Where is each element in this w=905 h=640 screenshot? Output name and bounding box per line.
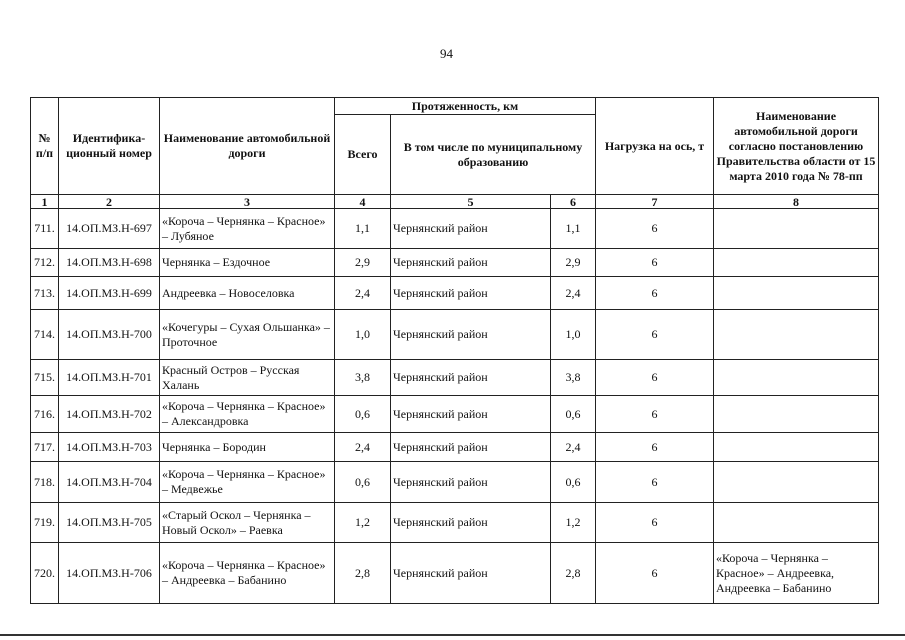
row-total: 0,6 bbox=[335, 462, 391, 503]
row-decree-name bbox=[714, 396, 879, 433]
header-col-axle-load: Нагрузка на ось, т bbox=[596, 98, 714, 195]
row-id: 14.ОП.МЗ.Н-699 bbox=[59, 277, 160, 310]
row-axle-load: 6 bbox=[596, 543, 714, 604]
row-length: 2,4 bbox=[551, 277, 596, 310]
row-number: 719. bbox=[31, 503, 59, 543]
row-axle-load: 6 bbox=[596, 249, 714, 277]
column-number: 6 bbox=[551, 195, 596, 209]
row-district: Чернянский район bbox=[391, 543, 551, 604]
row-total: 2,4 bbox=[335, 277, 391, 310]
column-number: 8 bbox=[714, 195, 879, 209]
row-district: Чернянский район bbox=[391, 433, 551, 462]
row-district: Чернянский район bbox=[391, 462, 551, 503]
header-col-decree-name: Наименование автомобильной дороги согласно постановлению Правительства области от 15 марта 2010 года № 78-пп bbox=[714, 98, 879, 195]
table-row bbox=[31, 277, 879, 310]
row-decree-name bbox=[714, 462, 879, 503]
row-road-name: «Старый Оскол – Чернянка – Новый Оскол» – Раевка bbox=[160, 503, 335, 543]
page-bottom-rule bbox=[0, 634, 905, 636]
row-total: 2,8 bbox=[335, 543, 391, 604]
row-road-name: «Короча – Чернянка – Красное» – Медвежье bbox=[160, 462, 335, 503]
row-number: 718. bbox=[31, 462, 59, 503]
row-axle-load: 6 bbox=[596, 277, 714, 310]
row-length: 1,2 bbox=[551, 503, 596, 543]
column-number: 7 bbox=[596, 195, 714, 209]
table-row bbox=[31, 396, 879, 433]
row-decree-name bbox=[714, 249, 879, 277]
column-numbers-row bbox=[31, 195, 879, 209]
row-axle-load: 6 bbox=[596, 503, 714, 543]
row-decree-name bbox=[714, 209, 879, 249]
row-id: 14.ОП.МЗ.Н-702 bbox=[59, 396, 160, 433]
row-district: Чернянский район bbox=[391, 396, 551, 433]
header-col-number: № п/п bbox=[31, 98, 59, 195]
header-col-road-name: Наименование автомобильной дороги bbox=[160, 98, 335, 195]
row-district: Чернянский район bbox=[391, 503, 551, 543]
row-district: Чернянский район bbox=[391, 360, 551, 396]
row-road-name: Чернянка – Ездочное bbox=[160, 249, 335, 277]
row-axle-load: 6 bbox=[596, 360, 714, 396]
row-total: 2,4 bbox=[335, 433, 391, 462]
row-road-name: «Короча – Чернянка – Красное» – Лубяное bbox=[160, 209, 335, 249]
column-number: 5 bbox=[391, 195, 551, 209]
row-id: 14.ОП.МЗ.Н-701 bbox=[59, 360, 160, 396]
row-number: 712. bbox=[31, 249, 59, 277]
header-col-total: Всего bbox=[335, 115, 391, 195]
row-id: 14.ОП.МЗ.Н-706 bbox=[59, 543, 160, 604]
table-row bbox=[31, 249, 879, 277]
row-road-name: Андреевка – Новоселовка bbox=[160, 277, 335, 310]
row-total: 1,1 bbox=[335, 209, 391, 249]
row-road-name: «Короча – Чернянка – Красное» – Андреевка – Бабанино bbox=[160, 543, 335, 604]
row-id: 14.ОП.МЗ.Н-703 bbox=[59, 433, 160, 462]
row-district: Чернянский район bbox=[391, 249, 551, 277]
row-axle-load: 6 bbox=[596, 433, 714, 462]
header-col-id: Идентифика-ционный номер bbox=[59, 98, 160, 195]
row-length: 2,9 bbox=[551, 249, 596, 277]
row-district: Чернянский район bbox=[391, 310, 551, 360]
header-col-length: Протяженность, км bbox=[335, 98, 596, 115]
column-number: 1 bbox=[31, 195, 59, 209]
row-id: 14.ОП.МЗ.Н-704 bbox=[59, 462, 160, 503]
row-axle-load: 6 bbox=[596, 310, 714, 360]
row-decree-name bbox=[714, 433, 879, 462]
table-row bbox=[31, 360, 879, 396]
row-number: 715. bbox=[31, 360, 59, 396]
table-row bbox=[31, 209, 879, 249]
row-length: 1,0 bbox=[551, 310, 596, 360]
row-road-name: Чернянка – Бородин bbox=[160, 433, 335, 462]
row-decree-name bbox=[714, 310, 879, 360]
row-number: 720. bbox=[31, 543, 59, 604]
table-row bbox=[31, 310, 879, 360]
row-total: 1,0 bbox=[335, 310, 391, 360]
row-district: Чернянский район bbox=[391, 277, 551, 310]
row-id: 14.ОП.МЗ.Н-698 bbox=[59, 249, 160, 277]
row-total: 3,8 bbox=[335, 360, 391, 396]
table-row bbox=[31, 462, 879, 503]
row-total: 1,2 bbox=[335, 503, 391, 543]
roads-table-frame bbox=[30, 97, 878, 604]
column-number: 4 bbox=[335, 195, 391, 209]
row-road-name: «Кочегуры – Сухая Ольшанка» – Проточное bbox=[160, 310, 335, 360]
row-decree-name bbox=[714, 503, 879, 543]
row-total: 2,9 bbox=[335, 249, 391, 277]
row-number: 714. bbox=[31, 310, 59, 360]
row-length: 2,8 bbox=[551, 543, 596, 604]
row-road-name: «Короча – Чернянка – Красное» – Александровка bbox=[160, 396, 335, 433]
column-number: 3 bbox=[160, 195, 335, 209]
table-row bbox=[31, 543, 879, 604]
row-length: 2,4 bbox=[551, 433, 596, 462]
row-id: 14.ОП.МЗ.Н-705 bbox=[59, 503, 160, 543]
row-number: 713. bbox=[31, 277, 59, 310]
row-axle-load: 6 bbox=[596, 462, 714, 503]
row-decree-name bbox=[714, 277, 879, 310]
roads-table bbox=[30, 97, 879, 604]
row-number: 711. bbox=[31, 209, 59, 249]
row-number: 717. bbox=[31, 433, 59, 462]
table-row bbox=[31, 433, 879, 462]
header-col-municipal: В том числе по муниципальному образованию bbox=[391, 115, 596, 195]
row-axle-load: 6 bbox=[596, 209, 714, 249]
row-length: 0,6 bbox=[551, 396, 596, 433]
row-decree-name bbox=[714, 360, 879, 396]
row-axle-load: 6 bbox=[596, 396, 714, 433]
row-number: 716. bbox=[31, 396, 59, 433]
row-district: Чернянский район bbox=[391, 209, 551, 249]
column-number: 2 bbox=[59, 195, 160, 209]
row-id: 14.ОП.МЗ.Н-700 bbox=[59, 310, 160, 360]
row-decree-name: «Короча – Чернянка – Красное» – Андреевка, Андреевка – Бабанино bbox=[714, 543, 879, 604]
page-number: 94 bbox=[440, 46, 453, 61]
row-length: 3,8 bbox=[551, 360, 596, 396]
table-row bbox=[31, 503, 879, 543]
row-road-name: Красный Остров – Русская Халань bbox=[160, 360, 335, 396]
row-length: 1,1 bbox=[551, 209, 596, 249]
row-id: 14.ОП.МЗ.Н-697 bbox=[59, 209, 160, 249]
row-length: 0,6 bbox=[551, 462, 596, 503]
row-total: 0,6 bbox=[335, 396, 391, 433]
